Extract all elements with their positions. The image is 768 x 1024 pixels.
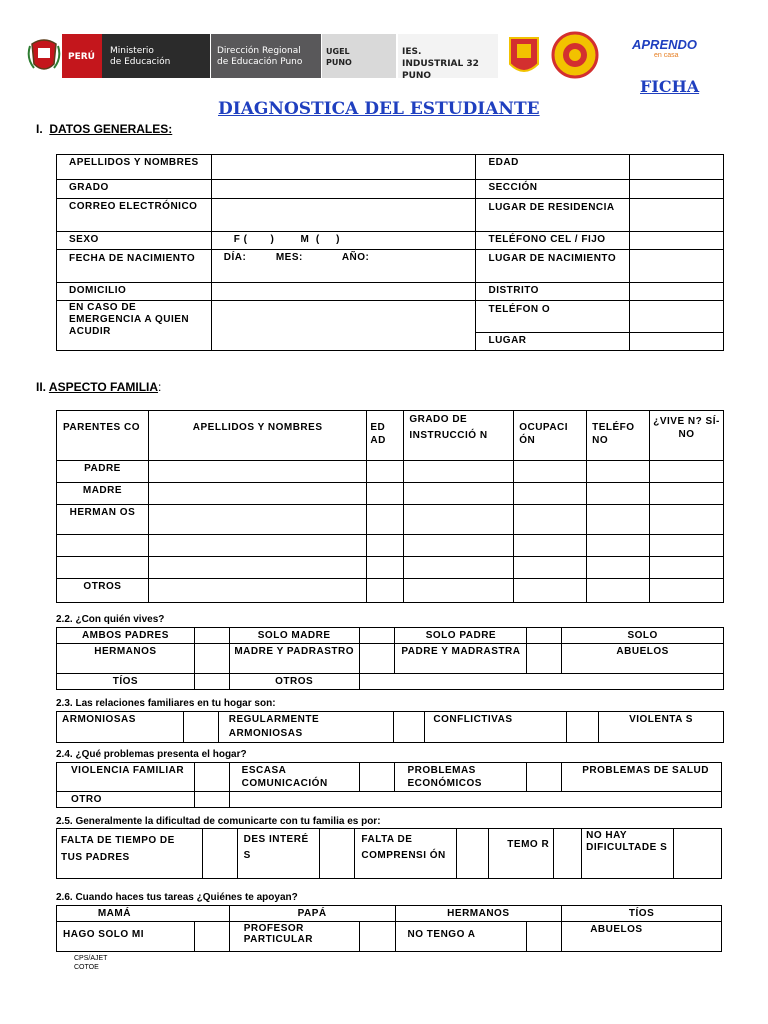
field-domicilio[interactable] [211,283,476,301]
cell-blank1-grado[interactable] [404,535,514,557]
cell-otros-nombres[interactable] [148,579,366,603]
relaciones-table [56,711,724,743]
con-quien-vives-table [56,627,724,690]
cell-blank1-telefono[interactable] [587,535,650,557]
cell-otros-edad[interactable] [367,579,404,603]
aspecto-familia-table [56,410,724,603]
question-2-4: 2.4. ¿Qué problemas presenta el hogar? [56,749,247,760]
cell-otros-telefono[interactable] [587,579,650,603]
check-armoniosas[interactable] [183,712,218,743]
peru-shield-logo [26,34,62,78]
cell-padre-telefono[interactable] [587,461,650,483]
ugel-line2: PUNO [326,58,352,67]
header-ocupacion: OCUPACI ÓN [514,411,587,461]
option-solo: SOLO [562,628,724,644]
cell-madre-edad[interactable] [367,483,404,505]
cell-padre-edad[interactable] [367,461,404,483]
row-label-madre: MADRE [57,483,149,505]
check-solo-padre[interactable] [527,628,562,644]
label-sexo: SEXO [57,232,212,250]
row-label-blank-2 [57,557,149,579]
check-falta-comprension[interactable] [457,829,489,879]
option-desinteres: DES INTERÉ S [237,829,319,879]
aprendo-label: APRENDO [632,37,698,52]
header-grado: GRADO DE INSTRUCCIÓ N [404,411,514,461]
cell-madre-telefono[interactable] [587,483,650,505]
option-abuelos-apoyo: ABUELOS [562,922,722,952]
apoyo-tareas-table [56,905,722,952]
check-conflictivas[interactable] [567,712,599,743]
header-apellidos: APELLIDOS Y NOMBRES [148,411,366,461]
option-solo-padre: SOLO PADRE [395,628,527,644]
field-correo[interactable] [211,199,476,232]
cell-padre-ocupacion[interactable] [514,461,587,483]
option-violencia-familiar: VIOLENCIA FAMILIAR [57,763,195,792]
section-1-number: I. [36,122,43,136]
option-no-hay-dificultades: NO HAY DIFICULTADE S [582,829,674,879]
cell-hermanos-vive[interactable] [650,505,724,535]
cell-hermanos-edad[interactable] [367,505,404,535]
option-hago-solo: HAGO SOLO MI [57,922,195,952]
option-no-tengo: NO TENGO A [395,922,527,952]
row-label-blank-1 [57,535,149,557]
check-falta-tiempo[interactable] [202,829,237,879]
option-abuelos: ABUELOS [562,644,724,674]
label-emergencia: EN CASO DE EMERGENCIA A QUIEN ACUDIR [57,301,212,351]
field-otro[interactable] [229,792,721,808]
cell-blank1-edad[interactable] [367,535,404,557]
cell-otros-vive[interactable] [650,579,724,603]
option-violentas: VIOLENTA S [599,712,724,743]
cell-padre-nombres[interactable] [148,461,366,483]
option-otro: OTRO [57,792,195,808]
option-papa: PAPÁ [229,906,395,922]
footer [74,954,107,972]
option-solo-madre: SOLO MADRE [229,628,359,644]
cell-hermanos-ocupacion[interactable] [514,505,587,535]
option-armoniosas: ARMONIOSAS [57,712,184,743]
check-escasa-comunicacion[interactable] [359,763,395,792]
check-regularmente[interactable] [394,712,425,743]
label-fecha-nacimiento: FECHA DE NACIMIENTO [57,250,212,283]
minedu-peru-label: PERÚ [68,52,95,62]
cell-blank1-vive[interactable] [650,535,724,557]
field-edad[interactable] [630,155,724,180]
cell-padre-vive[interactable] [650,461,724,483]
minedu-educacion-label: de Educación [110,57,171,67]
dificultad-comunicacion-table [56,828,722,879]
footer-line2: COTOE [74,964,99,971]
option-regularmente: REGULARMENTE ARMONIOSAS [218,712,394,743]
field-telefono[interactable] [630,232,724,250]
cell-blank2-vive[interactable] [650,557,724,579]
dre-line1: Dirección Regional [217,46,301,56]
field-emergencia[interactable] [211,301,476,351]
option-conflictivas: CONFLICTIVAS [425,712,567,743]
section-1-title: DATOS GENERALES: [49,122,173,136]
label-distrito: DISTRITO [476,283,630,301]
cell-blank1-nombres[interactable] [148,535,366,557]
header-edad: ED AD [367,411,404,461]
cell-otros-grado[interactable] [404,579,514,603]
check-madre-padrastro[interactable] [359,644,395,674]
label-telefono-emergencia: TELÉFON O [476,301,630,333]
option-problemas-salud: PROBLEMAS DE SALUD [562,763,722,792]
check-hago-solo[interactable] [194,922,229,952]
option-falta-tiempo: FALTA DE TIEMPO DE TUS PADRES [57,829,203,879]
field-apellidos[interactable] [211,155,476,180]
header-telefono: TELÉFO NO [587,411,650,461]
label-domicilio: DOMICILIO [57,283,212,301]
field-seccion[interactable] [630,180,724,199]
option-hermanos-apoyo: HERMANOS [395,906,562,922]
datos-generales-table [56,154,724,351]
cell-blank2-telefono[interactable] [587,557,650,579]
cell-madre-grado[interactable] [404,483,514,505]
check-tios[interactable] [194,674,229,690]
label-correo: CORREO ELECTRÓNICO [57,199,212,232]
field-grado[interactable] [211,180,476,199]
check-profesor-particular[interactable] [359,922,395,952]
cell-padre-grado[interactable] [404,461,514,483]
check-violencia-familiar[interactable] [194,763,229,792]
ficha-title: FICHA [640,77,700,96]
check-temor[interactable] [554,829,582,879]
check-no-tengo[interactable] [527,922,562,952]
check-solo-madre[interactable] [359,628,395,644]
check-desinteres[interactable] [319,829,355,879]
cell-blank2-nombres[interactable] [148,557,366,579]
option-hermanos: HERMANOS [57,644,195,674]
label-seccion: SECCIÓN [476,180,630,199]
row-label-hermanos: HERMAN OS [57,505,149,535]
anniversary-emblem-icon [550,30,600,80]
option-padre-madrastra: PADRE Y MADRASTRA [395,644,527,674]
minedu-ministerio-label: Ministerio [110,46,154,56]
school-emblem-icon [506,34,542,78]
label-grado: GRADO [57,180,212,199]
cell-blank1-ocupacion[interactable] [514,535,587,557]
ugel-puno-logo [322,34,396,78]
cell-blank2-ocupacion[interactable] [514,557,587,579]
check-ambos-padres[interactable] [194,628,229,644]
cell-madre-nombres[interactable] [148,483,366,505]
cell-blank2-edad[interactable] [367,557,404,579]
check-hermanos[interactable] [194,644,229,674]
option-temor: TEMO R [489,829,554,879]
option-tios-apoyo: TÍOS [562,906,722,922]
cell-blank2-grado[interactable] [404,557,514,579]
option-ambos-padres: AMBOS PADRES [57,628,195,644]
option-falta-comprension: FALTA DE COMPRENSI ÓN [355,829,457,879]
cell-hermanos-nombres[interactable] [148,505,366,535]
question-2-2: 2.2. ¿Con quién vives? [56,614,165,625]
option-profesor-particular: PROFESOR PARTICULAR [229,922,359,952]
field-sexo[interactable]: F ( ) M ( ) [211,232,476,250]
option-problemas-economicos: PROBLEMAS ECONÓMICOS [395,763,527,792]
cell-hermanos-grado[interactable] [404,505,514,535]
option-madre-padrastro: MADRE Y PADRASTRO [229,644,359,674]
ies-line1: IES. [402,47,422,57]
label-lugar: LUGAR [476,333,630,351]
ies-logo [398,34,498,81]
check-otro[interactable] [194,792,229,808]
minedu-logo [62,34,210,78]
cell-hermanos-telefono[interactable] [587,505,650,535]
aprendo-en-casa-logo [632,38,724,60]
field-otros[interactable] [359,674,723,690]
aprendo-sub-label: en casa [654,52,679,59]
section-2-number: II. [36,380,47,394]
cell-madre-vive[interactable] [650,483,724,505]
field-telefono-emergencia[interactable] [630,301,724,333]
question-2-3: 2.3. Las relaciones familiares en tu hogar son: [56,698,276,709]
ies-line2: INDUSTRIAL 32 PUNO [402,59,479,81]
option-tios: TÍOS [57,674,195,690]
question-2-6: 2.6. Cuando haces tus tareas ¿Quiénes te apoyan? [56,892,298,903]
option-mama: MAMÁ [57,906,230,922]
field-lugar-nacimiento[interactable] [630,250,724,283]
dre-line2: de Educación Puno [217,57,303,67]
field-distrito[interactable] [630,283,724,301]
section-2-heading [36,380,161,394]
question-2-5: 2.5. Generalmente la dificultad de comunicarte con tu familia es por: [56,816,381,827]
check-problemas-economicos[interactable] [527,763,562,792]
check-no-hay-dificultades[interactable] [674,829,722,879]
option-escasa-comunicacion: ESCASA COMUNICACIÓN [229,763,359,792]
ugel-line1: UGEL [326,47,350,56]
field-lugar[interactable] [630,333,724,351]
row-label-padre: PADRE [57,461,149,483]
problemas-hogar-table [56,762,722,808]
label-lugar-residencia: LUGAR DE RESIDENCIA [476,199,630,232]
row-label-otros: OTROS [57,579,149,603]
label-edad: EDAD [476,155,630,180]
page-title: DIAGNOSTICA DEL ESTUDIANTE [218,99,540,119]
option-otros: OTROS [229,674,359,690]
header-vive: ¿VIVE N? SÍ-NO [650,411,724,461]
label-telefono: TELÉFONO CEL / FIJO [476,232,630,250]
section-2-colon: : [158,380,162,394]
cell-otros-ocupacion[interactable] [514,579,587,603]
label-lugar-nacimiento: LUGAR DE NACIMIENTO [476,250,630,283]
label-apellidos: APELLIDOS Y NOMBRES [57,155,212,180]
footer-line1: CPS/AJET [74,955,108,962]
dre-puno-logo [211,34,321,78]
field-fecha-nacimiento[interactable]: DÍA: MES: AÑO: [211,250,476,283]
section-1-heading [36,122,172,136]
check-padre-madrastra[interactable] [527,644,562,674]
cell-madre-ocupacion[interactable] [514,483,587,505]
header-parentesco: PARENTES CO [57,411,149,461]
field-lugar-residencia[interactable] [630,199,724,232]
section-2-title: ASPECTO FAMILIA [48,380,159,394]
